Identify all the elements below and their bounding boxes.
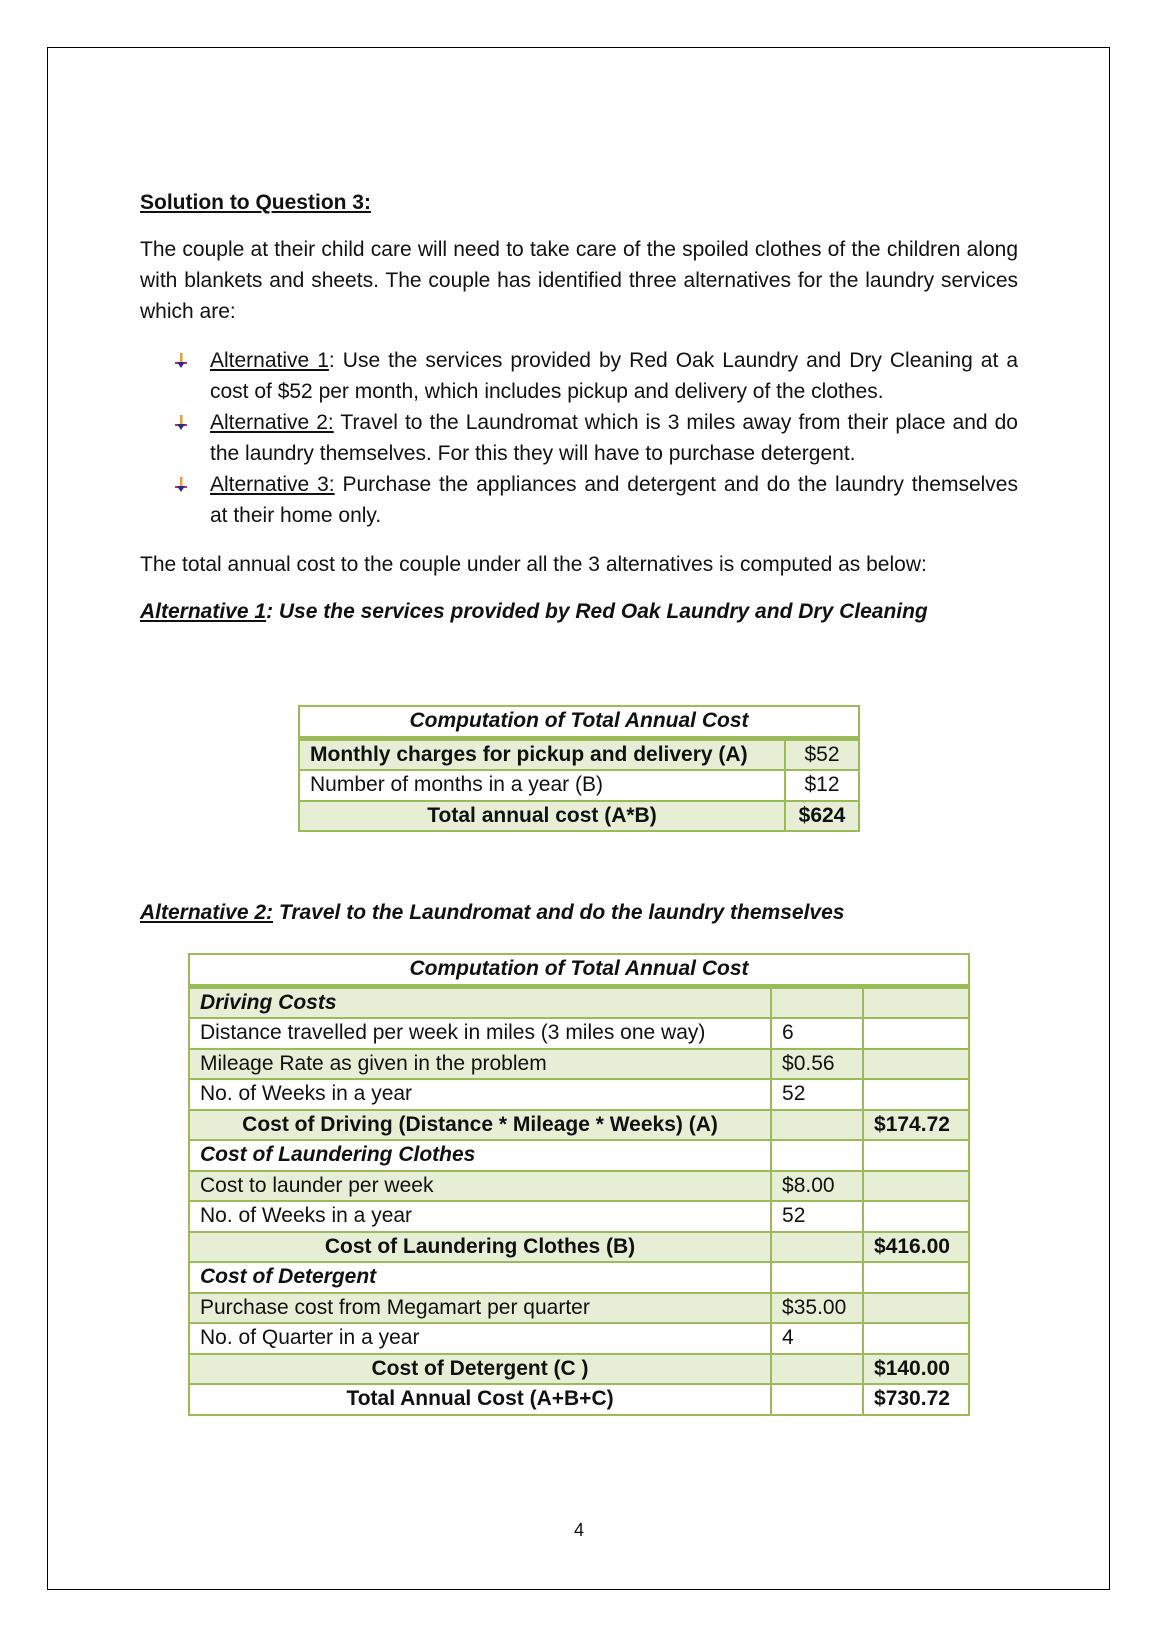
table-row xyxy=(299,738,859,770)
table-section-row: Cost of Laundering Clothes xyxy=(189,1140,969,1171)
table-title: Computation of Total Annual Cost xyxy=(189,954,969,986)
table-total-row: Total Annual Cost (A+B+C) $730.72 xyxy=(189,1384,969,1415)
arrow-down-bullet-icon xyxy=(174,353,188,369)
table-section-row: Driving Costs xyxy=(189,986,969,1018)
intro-paragraph: The couple at their child care will need to take care of the spoiled clothes of the children along with blankets and sheets. The couple has identified three alternatives for the laundry services which are: xyxy=(140,238,1018,323)
table-section-row: Cost of Detergent xyxy=(189,1262,969,1293)
row-value: $624 xyxy=(785,801,859,832)
alternatives-list xyxy=(140,345,1018,531)
row-value: $12 xyxy=(785,770,859,801)
alternative-label: Alternative 3: xyxy=(210,473,335,496)
table-row: No. of Weeks in a year 52 xyxy=(189,1201,969,1232)
table-row-total xyxy=(299,801,859,832)
table-row: Cost to launder per week $8.00 xyxy=(189,1171,969,1202)
row-label: Monthly charges for pickup and delivery (A) xyxy=(299,738,785,770)
table-row: Mileage Rate as given in the problem $0.56 xyxy=(189,1049,969,1080)
alternative-text: Purchase the appliances and detergent and do the laundry themselves at their home only. xyxy=(210,473,1018,527)
summary-paragraph: The total annual cost to the couple under all the 3 alternatives is computed as below: xyxy=(140,553,927,576)
table-title: Computation of Total Annual Cost xyxy=(299,706,859,738)
table-row: Purchase cost from Megamart per quarter $35.00 xyxy=(189,1293,969,1324)
table-row: No. of Quarter in a year 4 xyxy=(189,1323,969,1354)
row-label: Total annual cost (A*B) xyxy=(299,801,785,832)
alternative-text: Use the services provided by Red Oak Laundry and Dry Cleaning at a cost of $52 per month, which includes pickup and delivery of the clothes. xyxy=(210,349,1019,403)
table-subtotal-row: Cost of Laundering Clothes (B) $416.00 xyxy=(189,1232,969,1263)
row-label: Number of months in a year (B) xyxy=(299,770,785,801)
alternative-item-3 xyxy=(210,469,1018,531)
arrow-down-bullet-icon xyxy=(174,415,188,431)
alternative-item-2 xyxy=(210,407,1018,469)
alternative-2-cost-table xyxy=(188,953,970,1416)
alternative-1-heading: Alternative 1: Use the services provided by Red Oak Laundry and Dry Cleaning xyxy=(140,600,928,623)
alternative-label: Alternative 2: xyxy=(210,411,334,434)
table-row: Distance travelled per week in miles (3 miles one way) 6 xyxy=(189,1018,969,1049)
section-heading: Solution to Question 3: xyxy=(140,191,371,214)
table-subtotal-row: Cost of Driving (Distance * Mileage * Weeks) (A) $174.72 xyxy=(189,1110,969,1141)
alternative-item-1: Alternative 1: Use the services provided by Red Oak Laundry and Dry Cleaning at a cost of $52 per month, which includes pickup and delivery of the clothes. xyxy=(210,345,1018,407)
alternative-1-cost-table xyxy=(298,705,860,832)
table-row: No. of Weeks in a year 52 xyxy=(189,1079,969,1110)
arrow-down-bullet-icon xyxy=(174,477,188,493)
table-row xyxy=(299,770,859,801)
row-value: $52 xyxy=(785,738,859,770)
alternative-2-heading: Alternative 2: Travel to the Laundromat and do the laundry themselves xyxy=(140,901,845,924)
page-number: 4 xyxy=(573,1520,584,1540)
table-subtotal-row: Cost of Detergent (C ) $140.00 xyxy=(189,1354,969,1385)
alternative-text: Travel to the Laundromat which is 3 miles away from their place and do the laundry themselves. For this they will have to purchase detergent. xyxy=(210,411,1018,465)
document-body xyxy=(140,190,1018,648)
alternative-label: Alternative 1 xyxy=(210,349,329,372)
